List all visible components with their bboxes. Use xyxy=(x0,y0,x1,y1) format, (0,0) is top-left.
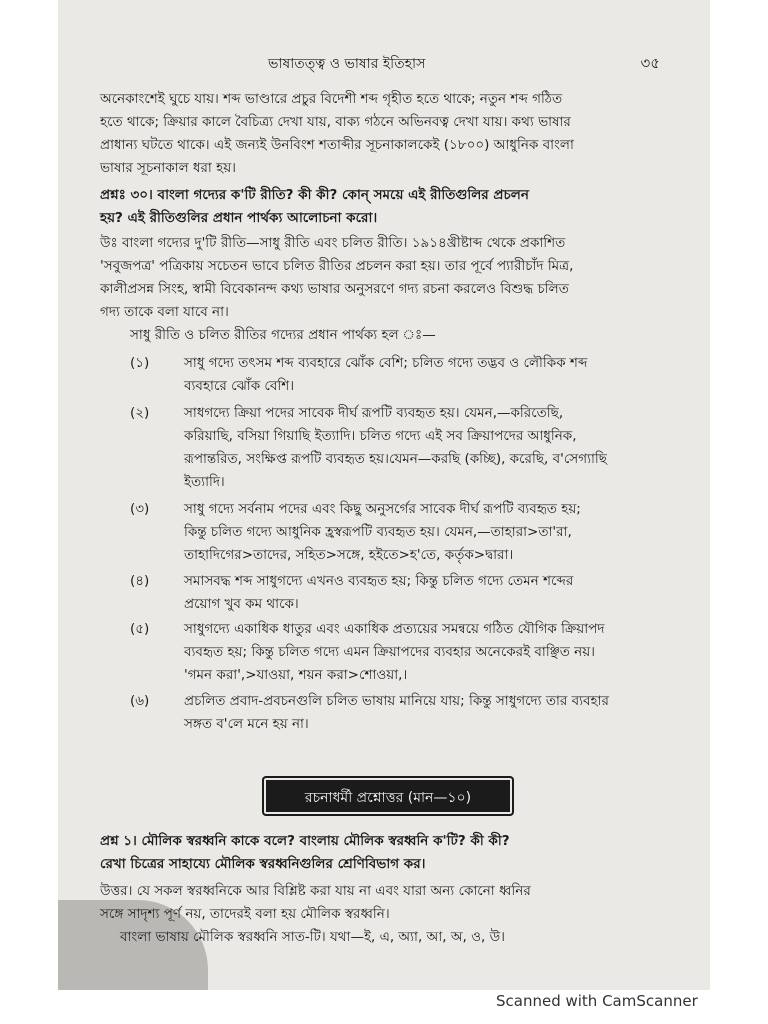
text-line: 'সবুজপত্র' পত্রিকায় সচেতন ভাবে চলিত রীতির প্রচলন করা হয়। তার পূর্বে প্যারীচাঁদ মিত্র, xyxy=(100,258,574,274)
question-30 xyxy=(100,184,660,230)
item-number: (৫) xyxy=(130,621,150,637)
question-1 xyxy=(100,830,660,876)
text-line: উত্তর। যে সকল স্বরধ্বনিকে আর বিশ্লিষ্ট করা যায় না এবং যারা অন্য কোনো ধ্বনির xyxy=(100,883,531,899)
section-banner xyxy=(262,776,514,816)
text-line: সাধু গদ্যে তৎসম শব্দ ব্যবহারে ঝোঁক বেশি; চলিত গদ্যে তদ্ভব ও লৌকিক শব্দ xyxy=(184,355,588,371)
item-number: (২) xyxy=(130,405,150,421)
text-line: প্রাধান্য ঘটতে থাকে। এই জন্যই উনবিংশ শতাব্দীর সূচনাকালকেই (১৮০০) আধুনিক বাংলা xyxy=(100,137,574,153)
text-line: তাহাদিগের>তাদের, সহিত>সঙ্গে, হইতে>হ'তে, কর্তৃক>দ্বারা। xyxy=(184,547,514,563)
text-line: গদ্য তাকে বলা যাবে না। xyxy=(100,304,229,320)
text-line: ভাষার সূচনাকাল ধরা হয়। xyxy=(100,160,237,176)
answer-1 xyxy=(100,880,660,949)
banner-text: রচনাধর্মী প্রশ্নোত্তর (মান—১০) xyxy=(304,790,472,806)
item-number: (৬) xyxy=(130,693,150,709)
text-line: কিন্তু চলিত গদ্যে আধুনিক হ্রস্বরূপটি ব্যবহৃত হয়। যেমন,—তাহারা>তা'রা, xyxy=(184,524,572,540)
text-line: ইত্যাদি। xyxy=(184,474,225,490)
text-line: 'গমন করা',>যাওয়া, শয়ন করা>শোওয়া,। xyxy=(184,667,408,683)
text-line: ব্যবহৃত হয়; কিন্তু চলিত গদ্যে এমন ক্রিয়াপদের ব্যবহার অনেকেরই বাঞ্ছিত নয়। xyxy=(184,644,595,660)
running-title: ভাষাতত্ত্ব ও ভাষার ইতিহাস xyxy=(268,56,426,72)
text-line: সাধু গদ্যে সর্বনাম পদের এবং কিছু অনুসর্গের সাবেক দীর্ঘ রূপটি ব্যবহৃত হয়; xyxy=(184,501,581,517)
text-line: সঙ্গে সাদৃশ্য পূর্ণ নয়, তাদেরই বলা হয় মৌলিক স্বরধ্বনি। xyxy=(100,906,390,922)
text-line: কালীপ্রসন্ন সিংহ, স্বামী বিবেকানন্দ কথ্য ভাষার অনুসরণে গদ্য রচনা করলেও বিশুদ্ধ চলিত xyxy=(100,281,569,297)
text-line: প্রশ্ন ১। মৌলিক স্বরধ্বনি কাকে বলে? বাংলায় মৌলিক স্বরধ্বনি ক'টি? কী কী? xyxy=(100,833,510,849)
intro-paragraph xyxy=(100,88,660,180)
answer-30 xyxy=(100,232,660,347)
page-header xyxy=(100,52,660,76)
text-line: করিয়াছি, বসিয়া গিয়াছি ইত্যাদি। চলিত গদ্যে এই সব ক্রিয়াপদের আধুনিক, xyxy=(184,428,577,444)
text-line: হতে থাকে; ক্রিয়ার কালে বৈচিত্র্য দেখা যায়, বাক্য গঠনে অভিনবত্ব দেখা যায়। কথ্য ভাষার xyxy=(100,114,571,130)
text-line: রূপান্তরিত, সংক্ষিপ্ত রূপটি ব্যবহৃত হয়।যেমন—করছি (কচ্ছি), করেছি, ব'সেগ্যাছি xyxy=(184,451,607,467)
item-number: (১) xyxy=(130,355,150,371)
text-line: উঃ বাংলা গদ্যের দু'টি রীতি—সাধু রীতি এবং চলিত রীতি। ১৯১৪খ্রীষ্টাব্দ থেকে প্রকাশিত xyxy=(100,235,566,251)
text-line: প্রশ্নঃ ৩০। বাংলা গদ্যের ক'টি রীতি? কী কী? কোন্ সময়ে এই রীতিগুলির প্রচলন xyxy=(100,187,529,203)
item-number: (৩) xyxy=(130,501,150,517)
text-line: হয়? এই রীতিগুলির প্রধান পার্থক্য আলোচনা করো। xyxy=(100,210,378,226)
text-line: রেখা চিত্রের সাহায্যে মৌলিক স্বরধ্বনিগুলির শ্রেণিবিভাগ কর। xyxy=(100,856,426,872)
text-line: প্রয়োগ খুব কম থাকে। xyxy=(184,596,299,612)
text-line: সঙ্গত ব'লে মনে হয় না। xyxy=(184,716,309,732)
text-line: প্রচলিত প্রবাদ-প্রবচনগুলি চলিত ভাষায় মানিয়ে যায়; কিন্তু সাধুগদ্যে তার ব্যবহার xyxy=(184,693,609,709)
text-line: সমাসবদ্ধ শব্দ সাধুগদ্যে এখনও ব্যবহৃত হয়; কিন্তু চলিত গদ্যে তেমন শব্দের xyxy=(184,573,574,589)
scanner-watermark: Scanned with CamScanner xyxy=(496,992,698,1010)
text-line: অনেকাংশেই ঘুচে যায়। শব্দ ভাণ্ডারে প্রচুর বিদেশী শব্দ গৃহীত হতে থাকে; নতুন শব্দ গঠিত xyxy=(100,91,563,107)
text-line: সাধগদ্যে ক্রিয়া পদের সাবেক দীর্ঘ রূপটি ব্যবহৃত হয়। যেমন,—করিতেছি, xyxy=(184,405,564,421)
page-number: ৩৫ xyxy=(640,54,660,72)
text-line: বাংলা ভাষায় মৌলিক স্বরধ্বনি সাত-টি। যথা—ই, এ, অ্যা, আ, অ, ও, উ। xyxy=(120,929,505,945)
text-line: ব্যবহারে ঝোঁক বেশি। xyxy=(184,378,295,394)
text-line: সাধু রীতি ও চলিত রীতির গদ্যের প্রধান পার্থক্য হল ঃ— xyxy=(130,327,436,343)
item-number: (৪) xyxy=(130,573,150,589)
text-line: সাধুগদ্যে একাধিক ধাতুর এবং একাধিক প্রত্যয়ের সমন্বয়ে গঠিত যৌগিক ক্রিয়াপদ xyxy=(184,621,605,637)
